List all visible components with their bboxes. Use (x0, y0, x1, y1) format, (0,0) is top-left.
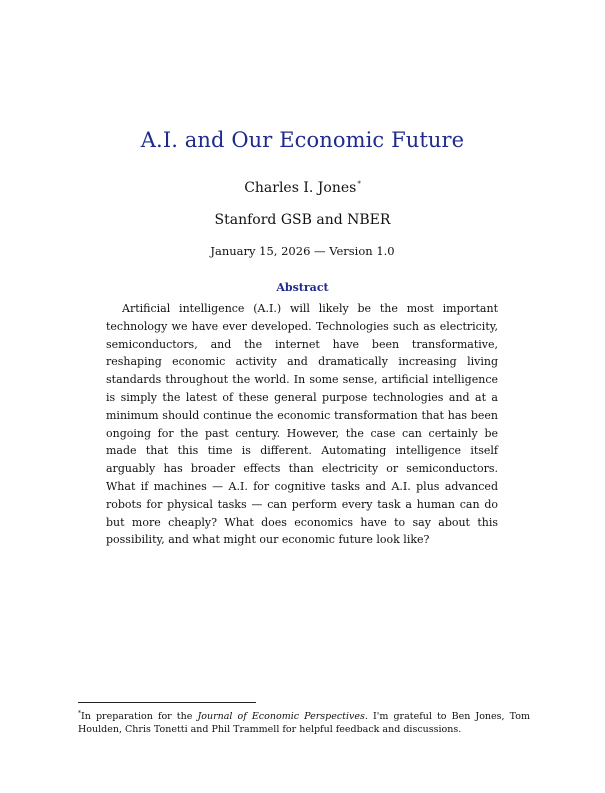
footnote-mark: * (78, 710, 81, 717)
date-version: January 15, 2026 — Version 1.0 (210, 244, 395, 258)
paper-title: A.I. and Our Economic Future (140, 128, 465, 152)
author-name: Charles I. Jones (244, 180, 357, 196)
footnote-marker: * (357, 180, 361, 188)
abstract-heading: Abstract (276, 281, 329, 294)
author-line (0, 180, 605, 196)
footnote-rule (78, 702, 256, 703)
abstract-body: Artificial intelligence (A.I.) will likely be the most important technology we have ever developed. Technologies such as electricity, semiconductors, and the internet have been transformative, reshaping economic activity and dramatically increasing living standards throughout the world. In some sense, artificial intelligence is simply the latest of these general purpose technologies and at a minimum should continue the economic transformation that has been ongoing for the past century. However, the case can certainly be made that this time is different. Automating intelligence itself arguably has broader effects than electricity or semiconductors. What if machines — A.I. for cognitive tasks and A.I. plus advanced robots for physical tasks — can perform every task a human can do but more cheaply? What does economics have to say about this possibility, and what might our economic future look like? (106, 302, 498, 547)
footnote (78, 707, 530, 736)
affiliation: Stanford GSB and NBER (214, 212, 391, 228)
footnote-text-after: I'm grateful to Ben Jones, Tom Houlden, Chris Tonetti and Phil Trammell for helpful feedback and discussions. (78, 711, 530, 735)
footnote-journal: Journal of Economic Perspectives. (197, 711, 368, 722)
footnote-text-before: In preparation for the (81, 711, 198, 722)
